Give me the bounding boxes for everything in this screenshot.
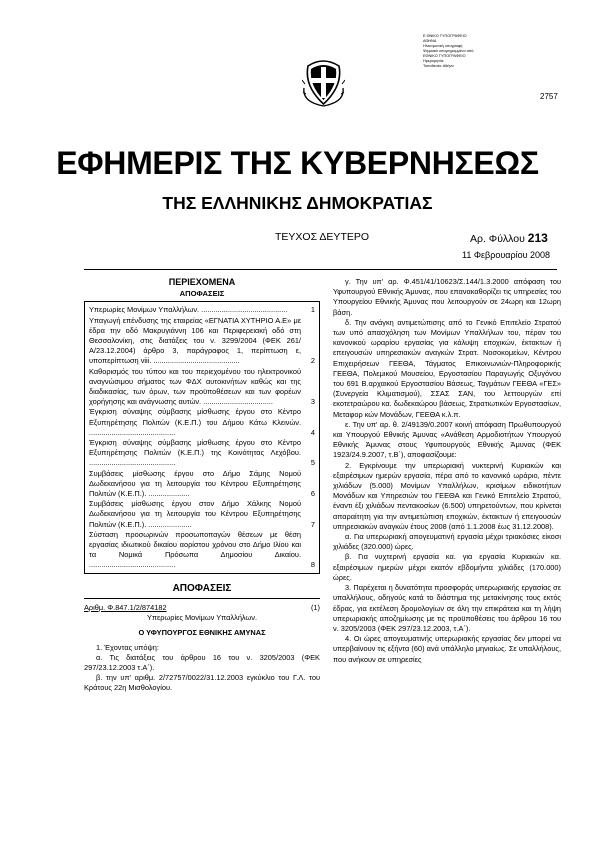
- toc-entry[interactable]: [89, 316, 315, 367]
- header-divider: [84, 269, 557, 270]
- toc-entry-text: Έγκριση σύναψης σύμβασης μίσθωσης έργου στο Κέντρο Εξυπηρέτησης Πολιτών (Κ.Ε.Π.) του Δήμου Κάτω Κλεινών. ..........................................: [89, 407, 301, 437]
- decision-point-b: β. την υπ' αριθμ. 2/72757/0022/31.12.2003 εγκύκλιο του Γ.Λ. του Κράτους 22η Μισθολογίου.: [84, 673, 320, 693]
- toc-entry-text: Υπερωρίες Μονίμων Υπαλλήλων. ..........................................: [89, 305, 288, 315]
- toc-entry[interactable]: [89, 438, 315, 469]
- decision-intro: 1. Έχοντας υπόψη:: [96, 642, 159, 652]
- gazette-subtitle: ΤΗΣ ΕΛΛΗΝΙΚΗΣ ΔΗΜΟΚΡΑΤΙΑΣ: [162, 193, 433, 213]
- decision-point-a: α. Τις διατάξεις του άρθρου 16 του ν. 3205/2003 (ΦΕΚ 297/23.12.2003 τ.Α΄).: [84, 652, 320, 672]
- toc-entry-text: Συμβάσεις μίσθωσης έργου στο Δήμο Σάμης Νομού Δωδεκανήσου για τη λειτουργία του Κέντρου Εξυπηρέτησης Πολιτών (Κ.Ε.Π.). ....................: [89, 468, 301, 499]
- toc-entry[interactable]: [89, 530, 315, 571]
- toc-entry-text: Συμβάσεις μίσθωσης έργου στον Δήμο Χάλκης Νομού Δωδεκανήσου για τη λειτουργία του Κέντρου Εξυπηρέτησης Πολιτών (Κ.Ε.Π.). .....................: [89, 499, 301, 529]
- body-paragraph: α. Για υπερωριακή απογευματινή εργασία μέχρι τριακόσιες είκοσι χιλιάδες (320.000) ώρες.: [333, 532, 561, 552]
- toc-entry[interactable]: [89, 469, 315, 500]
- toc-entry-page: 3: [310, 397, 315, 407]
- toc-entry-text: Σύσταση προσωρινών προσωποπαγών θέσεων με θέση εργασίας ιδιωτικού δικαίου αορίστου χρόνου στο Δήμο Ιλίου και τα Νομικά Πρόσωπα Δημοσίου Δικαίου. ..........................................: [89, 529, 301, 570]
- decision-ref-number: Αριθμ. Φ.847.1/2/874182: [84, 602, 167, 612]
- stamp-line: Ε.ΘΝΙΚΟ ΤΥΠΟΓΡΑΦΕΙΟ: [423, 34, 467, 38]
- toc-entry-page: 6: [310, 489, 315, 499]
- toc-entry-text: Υπαγωγή επένδυσης της εταιρείας «ΕΓΝΑΤΙΑ ΧΥΤΗΡΙΟ Α.Ε» με έδρα την οδό Μακρυγιάννη 106 και Περιφερειακή οδό στη Θεσσαλονίκη, στις διατάξεις του ν. 3299/2004 (ΦΕΚ 261/Α/23.12.2004) άρθρο 3, παράγραφος 1, περίπτωση ε, υποπερίπτωση viii. ..........................................: [89, 315, 301, 366]
- stamp-line: ΑΘΗΝΑ: [423, 39, 437, 43]
- toc-subheading: ΑΠΟΦΑΣΕΙΣ: [179, 289, 225, 299]
- toc-entry-page: 1: [310, 305, 315, 315]
- body-paragraph: β. Για νυχτερινή εργασία κα. για εργασία Κυριακών κα. εξαιρέσιμων ημερών μέχρι εκατόν εβδομήντα χιλιάδες (170.000) ώρες.: [333, 552, 561, 582]
- gazette-title: ΕΦΗΜΕΡΙΣ ΤΗΣ ΚΥΒΕΡΝΗΣΕΩΣ: [56, 145, 539, 181]
- toc-entry[interactable]: [89, 499, 315, 530]
- decision-authority: Ο ΥΦΥΠΟΥΡΓΟΣ ΕΘΝΙΚΗΣ ΑΜΥΝΑΣ: [138, 628, 266, 638]
- sheet-number: [470, 231, 548, 245]
- body-paragraph: δ. Την ανάγκη αντιμετώπισης από το Γενικό Επιτελείο Στρατού των υπό απασχόληση των Μονίμων Υπαλλήλων του, πέραν του κανονικού ωραρίου εργασίας για κάλυψη εποχικών, έκτακτων ή επειγουσών υπηρεσιακών αναγκών Στρατ. Νοσοκομείων, Κέντρου Επιχειρήσεων ΓΕΕΘΑ, Τάγματος Επικοινωνιών-Πληροφορικής ΓΕΕΘΑ, Πολεμικού Μουσείου, Εργοστασίου Παραγωγής Οξυγόνου του 691 Β.αρχαικού Εργοστασίου Βάσεως, Ταγμάτων ΓΕΕΘΑ «ΓΕΣ» (Συνεργεία Κλιματισμού), ΣΣΑΣ ΣΑΝ, του λεττουργών επί εκοτετραώρου κα. δωδεκαώρου βάσεως, Στρατιωτικών Εργοστασίων, Μεταφορ κών Μονάδων, ΓΕΕΘΑ κ.λ.π.: [333, 317, 561, 419]
- toc-entry[interactable]: [89, 305, 315, 315]
- sheet-label: Αρ. Φύλλου: [470, 233, 525, 245]
- toc-entry-page: 2: [310, 356, 315, 366]
- toc-entry[interactable]: [89, 367, 315, 408]
- body-paragraph: 2. Εγκρίνουμε την υπερωριακή νυκτερινή Κυριακών και εξαιρέσιμων ημερών εργασία, πέρα από το κανονικό ωράριο, πέντε χιλιάδων (5.000) Μονίμων Υπαλλήλων, κρισίμων ειδικοτήτων Μονάδων και Υπηρεσιών του ΓΕΕΘΑ και Γενικό Επιτελείο Στρατού, έναντι έξι χιλιάδων πεντακοσίων (6.500) υπηρετούντων, που κρίνεται απαραίτητη για την αντιμετώπιση εποχικών, έκτακτων ή επειγουσών υπηρεσιακών αναγκών έτους 2008 (από 1.1.2008 έως 31.12.2008).: [333, 460, 561, 531]
- toc-entry-page: 4: [310, 427, 315, 437]
- decisions-divider: [84, 598, 320, 599]
- toc-entry[interactable]: [89, 407, 315, 438]
- decision-title: Υπερωρίες Μονίμων Υπαλλήλων.: [146, 613, 258, 623]
- toc-heading: ΠΕΡΙΕΧΟΜΕΝΑ: [168, 277, 236, 287]
- body-paragraph: 4. Οι ώρες απογευματινής υπερωριακής εργασίας δεν μπορεί να υπερβαίνουν τις εξήντα (60) ανά υπάλληλο μηνιαίως. Σε υπαλλήλους, που ανήκουν σε υπηρεσίες: [333, 634, 561, 664]
- toc-entry-text: Έγκριση σύναψης σύμβασης μίσθωσης έργου στο Κέντρο Εξυπηρέτησης Πολιτών (Κ.Ε.Π.) της Κοινότητας Λεχόβου. ..........................................: [89, 438, 301, 468]
- page-number: 2757: [540, 92, 558, 101]
- decision-ref-index: (1): [310, 602, 320, 612]
- table-of-contents: [84, 301, 320, 573]
- left-column: [84, 277, 320, 694]
- decisions-heading: ΑΠΟΦΑΣΕΙΣ: [172, 582, 232, 594]
- sheet-value: 213: [527, 231, 548, 245]
- body-paragraph: ε. Την υπ' αρ. θ. 2/49139/0.2007 κοινή απόφαση Πρωθυπουργού και Υπουργού Εθνικής Άμυνας «Ανάθεση Αρμοδιοτήτων Υπουργού Εθνικής Άμυνας στους Υφυπουργούς Εθνικής Άμυνας (ΦΕΚ 1923/24.9.2007, τ.Β΄), αποφασίζουμε:: [333, 419, 561, 460]
- decision-reference: [84, 603, 320, 613]
- stamp-line: Τοποθεσία: Αθήνα: [423, 64, 454, 68]
- toc-entry-page: 8: [310, 560, 315, 570]
- stamp-line: ΕΘΝΙΚΟ ΤΥΠΟΓΡΑΦΕΙΟ: [423, 54, 466, 58]
- toc-entry-page: 7: [310, 519, 315, 529]
- body-paragraph: 3. Παρέχεται η δυνατότητα προσφοράς υπερωριακής εργασίας σε υπαλλήλους, οδηγούς κατά το διάστημα της μετακίνησης τους εκτός έδρας, για εκτέλεση δρομολογίων σε όλη την επικράτεια και τη λήψη υπερωριακής αποζημίωσης με τις προϋποθέσεις του άρθρου 16 του ν. 3205/2003 (ΦΕΚ 297/23.12.2003, τ.Α΄).: [333, 583, 561, 633]
- stamp-line: Ηλεκτρονική υπογραφή: [423, 44, 463, 48]
- stamp-line: Ψηφιακά υπογεγραμμένο από: [423, 49, 474, 53]
- greek-coat-of-arms-icon: [302, 58, 345, 113]
- toc-entry-page: 5: [310, 458, 315, 468]
- digital-signature-stamp: [423, 34, 483, 69]
- stamp-line: Ημερομηνία:: [423, 59, 445, 63]
- body-paragraph: γ. Την υπ' αρ. Φ.451/41/10623/Σ.144/1.3.2000 απόφαση του Υφυπουργού Εθνικής Άμυνας, που επανακαθορίζει τις υπηρεσίες του Υπουργείου Εθνικής Άμυνας που λειτουργούν σε 24ωρη και 12ωρη βάση.: [333, 277, 561, 317]
- issue-date: 11 Φεβρουαρίου 2008: [462, 250, 551, 260]
- toc-entry-text: Καθορισμός του τύπου και του περιεχομένου του ηλεκτρονικού αναγνώσιμου σήματος των ΦΔΧ αυτοκινήτων καθώς και της διαδικασίας, των όρων, των προϋποθέσεων και των φορέων χορήγησης και ανάγνωσης αυτών. ..................................: [89, 366, 301, 407]
- right-column: [333, 277, 561, 665]
- issue-label: ΤΕΥΧΟΣ ΔΕΥΤΕΡΟ: [275, 231, 370, 243]
